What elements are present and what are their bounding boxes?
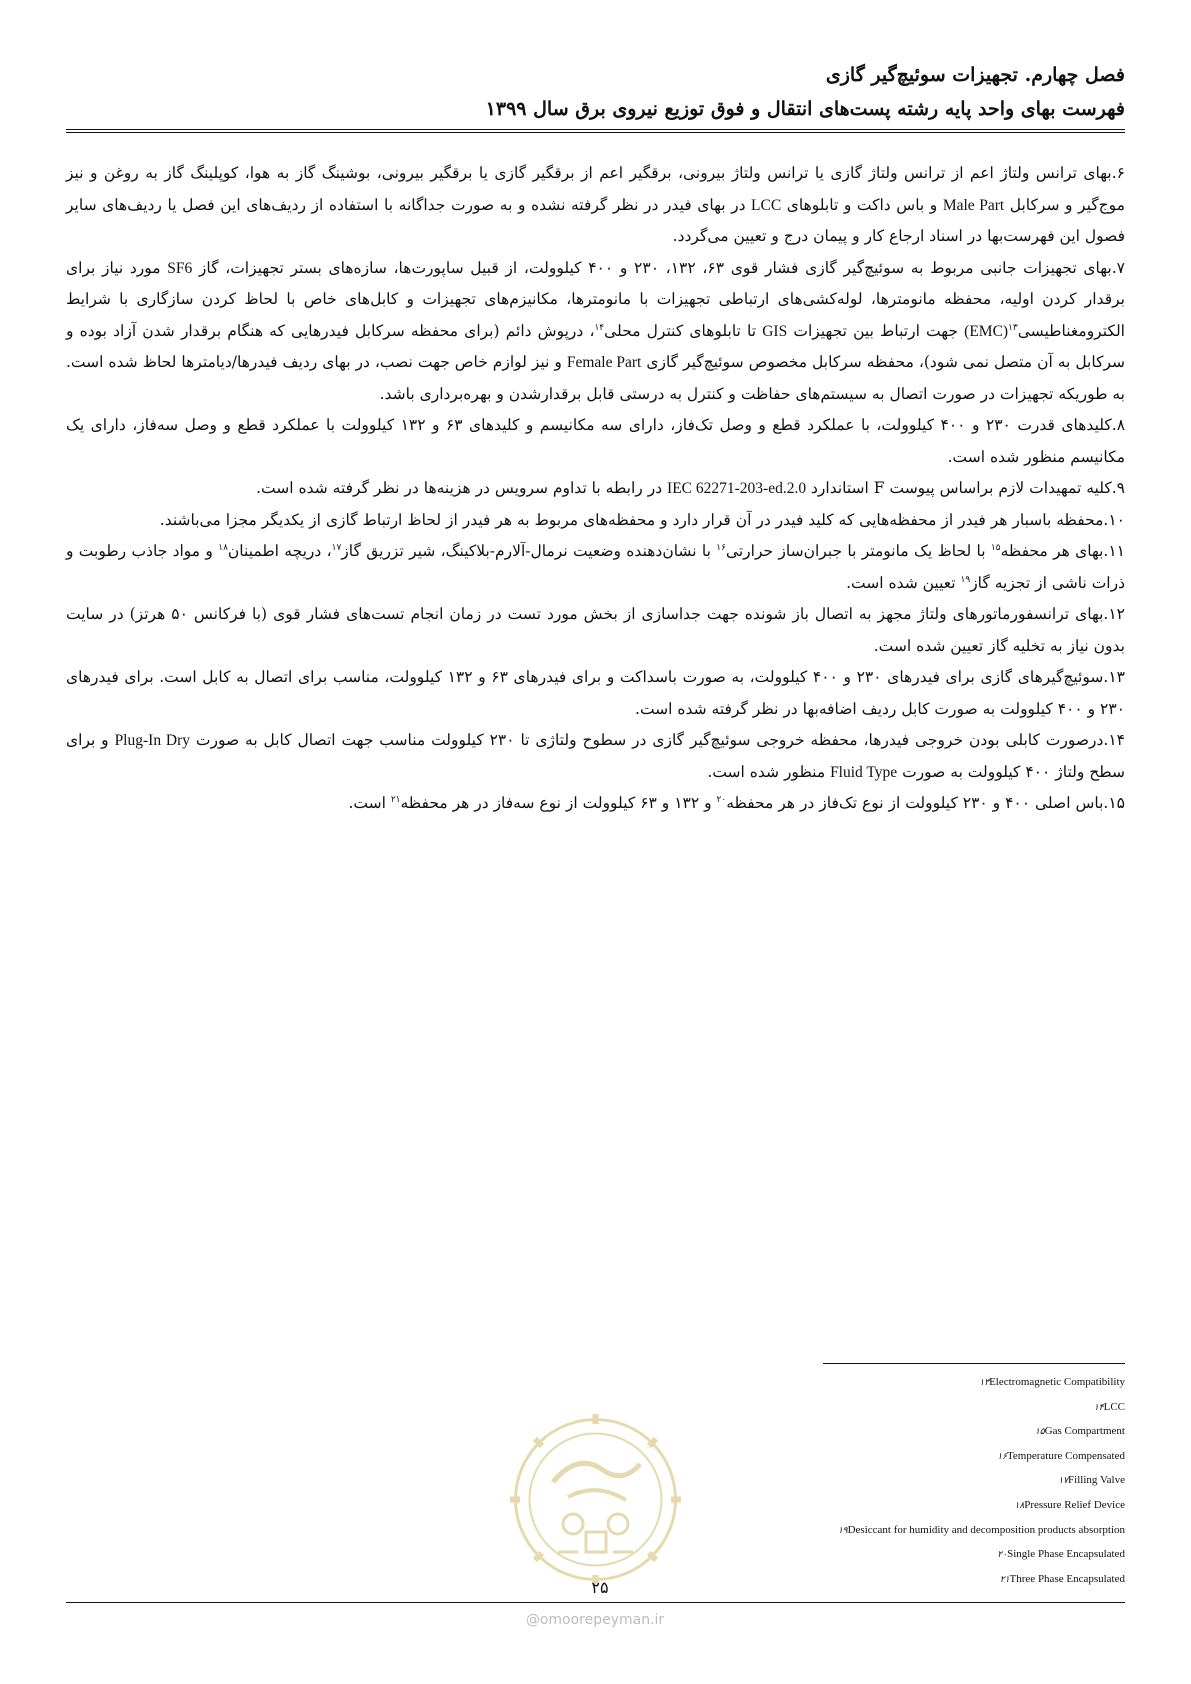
footnote-17: ۱۷Filling Valve [1058, 1474, 1125, 1487]
paragraph-7: ۷.بهای تجهیزات جانبی مربوط به سوئیچ‌گیر گازی فشار قوی ۶۳، ۱۳۲، ۲۳۰ و ۴۰۰ کیلوولت، از قبیل ساپورت‌ها، سازه‌های بستر تجهیزات، گاز SF6 مورد نیاز برای برقدار کردن اولیه، محفظه مانومترها، لوله‌کشی‌های ارتباطی تجهیزات با مانومترها، مکانیزم‌های تجهیزات و کابل‌های خاص با لحاظ کردن سازگاری با شرایط الکترومغناطیسی(EMC)$^{۱۳}$ جهت ارتباط بین تجهیزات GIS تا تابلوهای کنترل محلی$^{۱۴}$، درپوش دائم (برای محفظه سرکابل فیدرهایی که هنگام برقدار شدن آزاد بوده و سرکابل به آن متصل نمی شود)، محفظه سرکابل مخصوص سوئیچ‌گیر گازی Female Part و نیز لوازم خاص جهت نصب، در بهای ردیف فیدرها/دیامترها لحاظ شده است. به طوریکه تجهیزات در صورت اتصال به سیستم‌های حفاظت و کنترل به درستی قابل برقدارشدن و بهره‌برداری باشد. [66, 258, 1126, 403]
footnote-19: ۱۹Desiccant for humidity and decomposition products absorption [837, 1523, 1125, 1536]
term-sf6: SF6 [167, 259, 193, 277]
watermark-url: @omoorepeyman.ir [525, 1612, 665, 1628]
footnote-15: ۱۵Gas Compartment [1034, 1425, 1125, 1438]
footnote-ref-14: ۱۴ [594, 322, 605, 333]
paragraph-8: ۸.کلیدهای قدرت ۲۳۰ و ۴۰۰ کیلوولت، با عملکرد قطع و وصل تک‌فاز، دارای سه مکانیسم و کلیدهای ۶۳ و ۱۳۲ کیلوولت با عملکرد قطع و وصل سه‌فاز، دارای یک مکانیسم منظور شده است. [66, 416, 1126, 466]
chapter-title: فصل چهارم. تجهیزات سوئیچ‌گیر گازی [825, 64, 1125, 86]
footnote-14: ۱۴LCC [1093, 1400, 1125, 1413]
body-text [66, 158, 1125, 820]
paragraph-15: ۱۵.باس اصلی ۴۰۰ و ۲۳۰ کیلوولت از نوع تک‌فاز در هر محفظه$^{۲۰}$ و ۱۳۲ و ۶۳ کیلوولت از نوع سه‌فاز در هر محفظه$^{۲۱}$ است. [348, 794, 1125, 812]
term-plug-in-dry: Plug-In Dry [114, 732, 190, 749]
watermark-logo-stamp [508, 1412, 683, 1587]
footnote-ref-15: ۱۵ [990, 542, 1001, 553]
paragraph-10: ۱۰.محفظه باسبار هر فیدر از محفظه‌هایی که کلید فیدر در آن قرار دارد و محفظه‌های مربوط به هر فیدر از لحاظ ارتباط گازی از یکدیگر مجزا می‌باشند. [159, 510, 1125, 529]
footnote-ref-13: ۱۳ [1008, 322, 1018, 333]
term-female-part: Female Part [566, 354, 642, 371]
footnote-20: ۲۰Single Phase Encapsulated [997, 1548, 1125, 1561]
footnote-16: ۱۶Temperature Compensated [997, 1449, 1125, 1462]
footer-rule [66, 1602, 1125, 1603]
footnote-13: ۱۳Electromagnetic Compatibility [979, 1376, 1125, 1388]
page-header [65, 58, 1125, 126]
paragraph-6: ۶.بهای ترانس ولتاژ اعم از ترانس ولتاژ گازی یا ترانس ولتاژ بیرونی، برقگیر اعم از برقگیر گازی یا برقگیر بیرونی، بوشینگ گاز به هوا، کوپلینگ گاز به روغن و نیز موج‌گیر و سرکابل Male Part و باس داکت و تابلوهای LCC در بهای فیدر در نظر گرفته نشده و به صورت جداگانه با استفاده از ردیف‌های این فصل یا ردیف‌های سایر فصول این فهرست‌بها در اسناد ارجاع کار و پیمان درج و تعیین می‌گردد. [66, 164, 1125, 245]
term-lcc: LCC [751, 196, 782, 214]
paragraph-12: ۱۲.بهای ترانسفورماتورهای ولتاژ مجهز به اتصال باز شونده جهت جداسازی از بخش مورد تست در زمان انجام تست‌های فشار قوی (با فرکانس ۵۰ هرتز) در سایت بدون نیاز به تخلیه گاز تعیین شده است. [66, 605, 1125, 655]
header-double-rule [66, 129, 1125, 133]
term-fluid-type: Fluid Type [830, 763, 898, 781]
footnote-21: ۲۱Three Phase Encapsulated [999, 1572, 1125, 1585]
paragraph-11: ۱۱.بهای هر محفظه$^{۱۵}$ با لحاظ یک مانومتر با جبران‌ساز حرارتی$^{۱۶}$ با نشان‌دهنده وضعیت نرمال-آلارم-بلاکینگ، شیر تزریق گاز$^{۱۷}$، دریچه اطمینان$^{۱۸}$ و مواد جاذب رطوبت و ذرات ناشی از تجزیه گاز$^{۱۹}$ تعیین شده است. [66, 542, 1126, 592]
page-number: ۲۵ [591, 1578, 609, 1597]
footnote-ref-17: ۱۷ [331, 542, 342, 553]
footnotes [645, 1371, 1125, 1592]
footnote-ref-16: ۱۶ [716, 542, 726, 553]
term-male-part: Male Part [942, 196, 1005, 214]
footnote-ref-19: ۱۹ [960, 574, 971, 585]
catalog-title: فهرست بهای واحد پایه رشته پست‌های انتقال و فوق توزیع نیروی برق سال ۱۳۹۹ [485, 98, 1125, 120]
term-emc: (EMC) [964, 322, 1009, 340]
term-iec-standard: IEC 62271-203-ed.2.0 [667, 480, 807, 497]
footnote-ref-21: ۲۱ [390, 794, 401, 805]
footnote-ref-18: ۱۸ [218, 542, 228, 553]
paragraph-14: ۱۴.درصورت کابلی بودن خروجی فیدرها، محفظه خروجی سوئیچ‌گیر گازی در سطوح ولتاژی تا ۲۳۰ کیلوولت مناسب جهت اتصال کابل به صورت Plug-In Dry و برای سطح ولتاژ ۴۰۰ کیلوولت به صورت Fluid Type منظور شده است. [66, 731, 1126, 781]
footnote-ref-20: ۲۰ [716, 794, 727, 805]
footnote-separator [823, 1363, 1125, 1364]
footnote-18: ۱۸Pressure Relief Device [1014, 1498, 1125, 1511]
paragraph-13: ۱۳.سوئیچ‌گیرهای گازی برای فیدرهای ۲۳۰ و ۴۰۰ کیلوولت، به صورت باسداکت و برای فیدرهای ۶۳ و ۱۳۲ کیلوولت، مناسب برای اتصال به کابل است. برای فیدرهای ۲۳۰ و ۴۰۰ کیلوولت به صورت کابل ردیف اضافه‌بها در نظر گرفته شده است. [66, 668, 1125, 718]
term-gis: GIS [762, 322, 788, 340]
paragraph-9: ۹.کلیه تمهیدات لازم براساس پیوست F استاندارد IEC 62271-203-ed.2.0 در رابطه با تداوم سرویس در هزینه‌ها در نظر گرفته شده است. [256, 479, 1125, 497]
